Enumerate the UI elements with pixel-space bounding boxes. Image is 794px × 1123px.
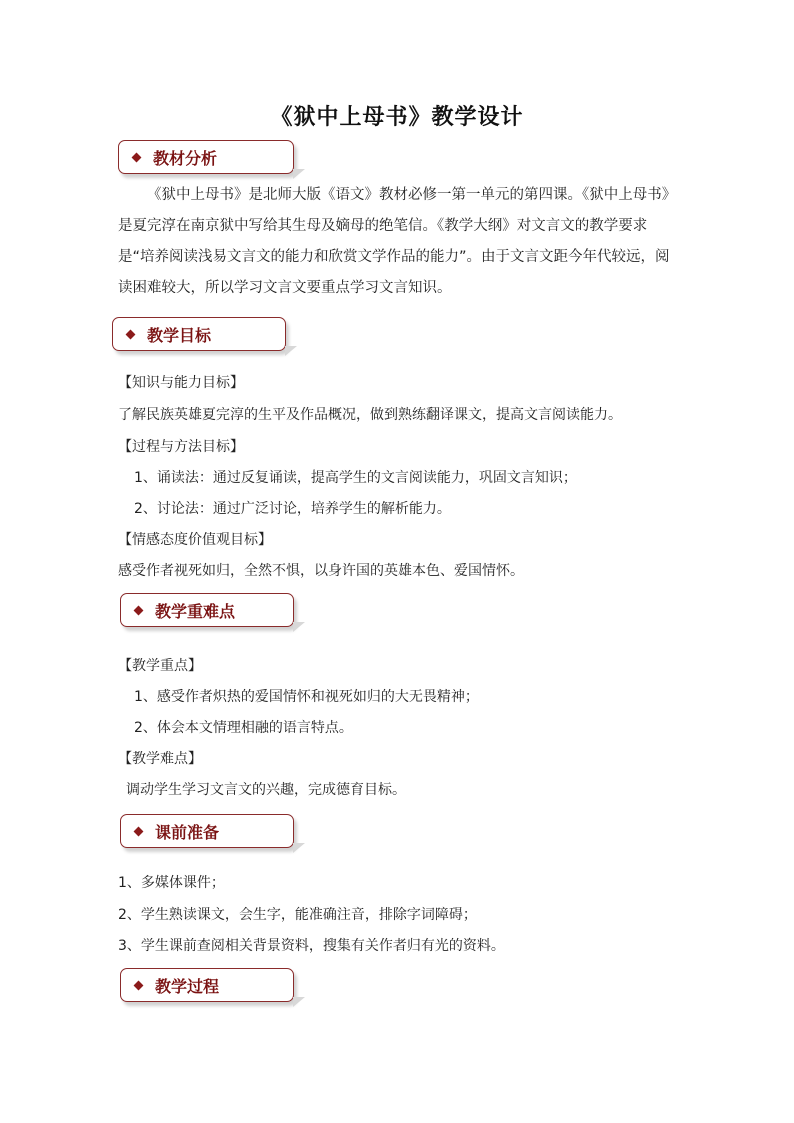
diamond-bullet-icon xyxy=(132,153,142,163)
key-heading: 【教学重点】 xyxy=(118,658,202,674)
section-label: 课前准备 xyxy=(155,823,220,842)
shadow-tail xyxy=(293,997,305,1007)
section-header-process xyxy=(120,968,294,1002)
knowledge-text: 了解民族英雄夏完淳的生平及作品概况，做到熟练翻译课文，提高文言阅读能力。 xyxy=(118,407,622,423)
diamond-bullet-icon xyxy=(134,981,144,991)
section-header-goals xyxy=(112,317,286,351)
section-label: 教材分析 xyxy=(153,149,218,168)
shadow-tail xyxy=(293,169,305,179)
section-header-key-points xyxy=(120,593,294,627)
section-header-analysis xyxy=(118,140,294,174)
process-item-2: 2、讨论法：通过广泛讨论，培养学生的解析能力。 xyxy=(134,501,451,517)
analysis-paragraph: 《狱中上母书》是北师大版《语文》教材必修一第一单元的第四课。《狱中上母书》是夏完淳在南京狱中写给其生母及嫡母的绝笔信。《教学大纲》对文言文的教学要求是“培养阅读浅易文言文的能力和欣赏文学作品的能力”。由于文言文距今年代较远，阅读困难较大，所以学习文言文要重点学习文言知识。 xyxy=(118,187,677,296)
emotion-text: 感受作者视死如归，全然不惧，以身许国的英雄本色、爱国情怀。 xyxy=(118,563,524,579)
emotion-heading: 【情感态度价值观目标】 xyxy=(118,532,272,548)
section-header-preparation xyxy=(120,814,294,848)
prep-item-2: 2、学生熟读课文，会生字，能准确注音，排除字词障碍； xyxy=(118,907,477,923)
prep-item-1: 1、多媒体课件； xyxy=(118,875,225,891)
difficult-text: 调动学生学习文言文的兴趣，完成德育目标。 xyxy=(126,782,406,798)
shadow-tail xyxy=(293,622,305,632)
key-item-2: 2、体会本文情理相融的语言特点。 xyxy=(134,720,353,736)
process-item-1: 1、诵读法：通过反复诵读，提高学生的文言阅读能力，巩固文言知识； xyxy=(134,470,577,486)
process-heading: 【过程与方法目标】 xyxy=(118,439,244,455)
section-label: 教学重难点 xyxy=(155,602,236,621)
diamond-bullet-icon xyxy=(134,827,144,837)
key-item-1: 1、感受作者炽热的爱国情怀和视死如归的大无畏精神； xyxy=(134,689,479,705)
prep-item-3: 3、学生课前查阅相关背景资料，搜集有关作者归有光的资料。 xyxy=(118,938,505,954)
shadow-tail xyxy=(293,843,305,853)
document-title: 《狱中上母书》教学设计 xyxy=(270,104,524,130)
diamond-bullet-icon xyxy=(134,606,144,616)
diamond-bullet-icon xyxy=(126,330,136,340)
section-label: 教学过程 xyxy=(155,977,220,996)
difficult-heading: 【教学难点】 xyxy=(118,751,202,767)
section-label: 教学目标 xyxy=(147,326,212,345)
knowledge-heading: 【知识与能力目标】 xyxy=(118,375,244,391)
shadow-tail xyxy=(285,346,297,356)
